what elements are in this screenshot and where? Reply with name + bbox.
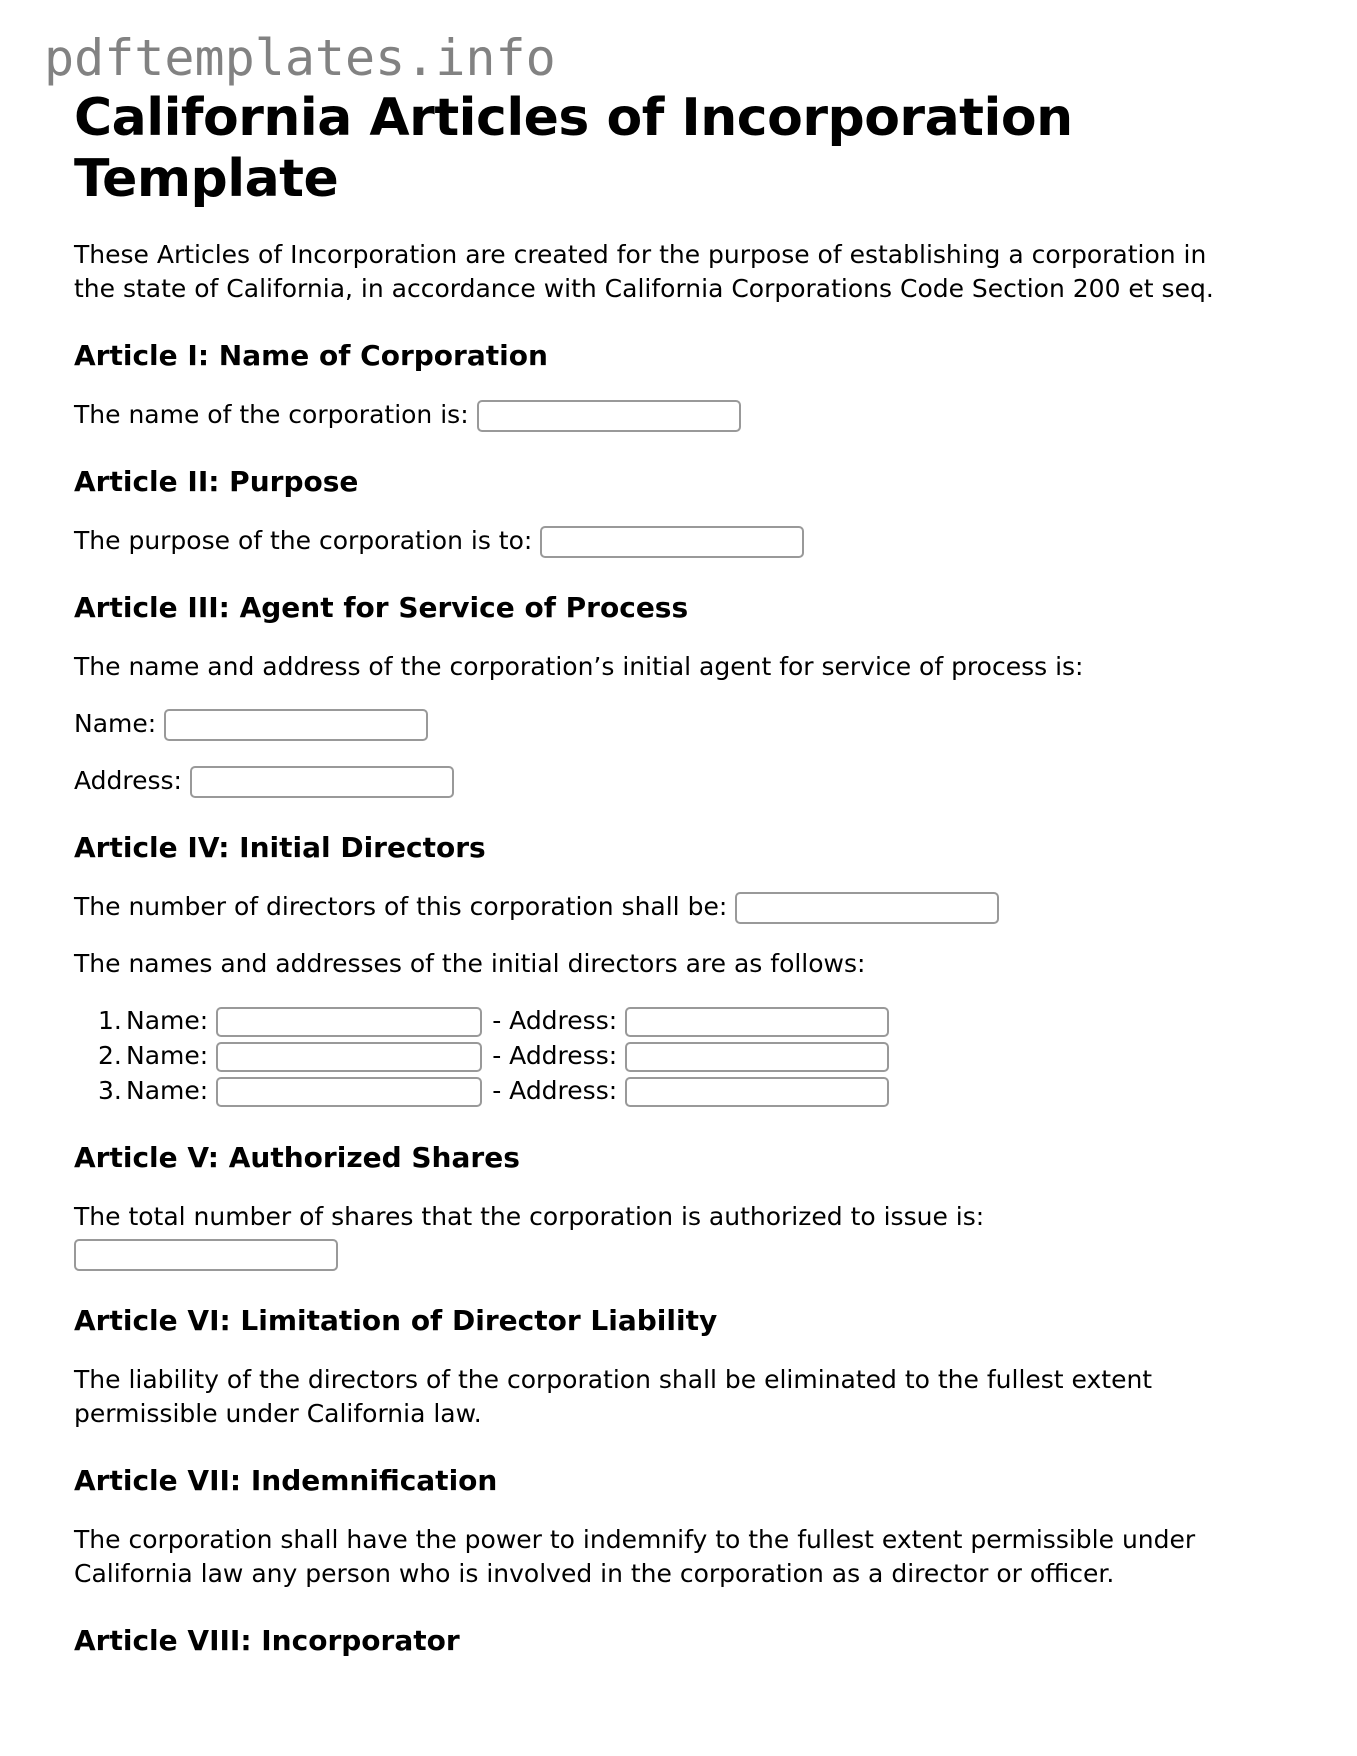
document-content — [74, 88, 1214, 1659]
directors-lead-paragraph: The names and addresses of the initial directors are as follows: — [74, 949, 866, 978]
corporation-name-label: The name of the corporation is: — [74, 400, 469, 429]
agent-address-label: Address: — [74, 766, 182, 795]
director-count-label: The number of directors of this corporation shall be: — [74, 892, 728, 921]
director-1-name-input[interactable] — [216, 1007, 482, 1037]
intro-paragraph: These Articles of Incorporation are created for the purpose of establishing a corporation in the state of California, in accordance with California Corporations Code Section 200 et seq. — [74, 240, 1214, 303]
corporation-name-input[interactable] — [477, 400, 741, 432]
article-1-heading: Article I: Name of Corporation — [74, 339, 548, 372]
director-2-address-label: - Address: — [492, 1041, 618, 1070]
agent-address-row — [74, 764, 1214, 798]
liability-paragraph: The liability of the directors of the corporation shall be eliminated to the fullest extent permissible under California law. — [74, 1365, 1153, 1428]
directors-list — [98, 1004, 1214, 1108]
director-3-address-input[interactable] — [625, 1077, 889, 1107]
director-3-number: 3. — [98, 1076, 122, 1105]
article-3-heading: Article III: Agent for Service of Process — [74, 591, 689, 624]
shares-input[interactable] — [74, 1239, 338, 1271]
agent-name-row — [74, 707, 1214, 741]
article-8-heading: Article VIII: Incorporator — [74, 1624, 460, 1657]
agent-address-input[interactable] — [190, 766, 454, 798]
shares-row — [74, 1200, 1214, 1271]
director-count-row — [74, 890, 1214, 924]
shares-label: The total number of shares that the corporation is authorized to issue is: — [74, 1202, 985, 1231]
site-logo: pdftemplates.info — [44, 29, 556, 87]
corporation-purpose-label: The purpose of the corporation is to: — [74, 526, 533, 555]
article-7-heading: Article VII: Indemnification — [74, 1464, 498, 1497]
director-1-address-input[interactable] — [625, 1007, 889, 1037]
director-row-1 — [98, 1004, 1214, 1038]
director-3-name-input[interactable] — [216, 1077, 482, 1107]
agent-lead-paragraph: The name and address of the corporation’s initial agent for service of process is: — [74, 652, 1084, 681]
director-3-name-label: Name: — [126, 1076, 209, 1105]
director-2-address-input[interactable] — [625, 1042, 889, 1072]
director-count-input[interactable] — [735, 892, 999, 924]
article-5-heading: Article V: Authorized Shares — [74, 1141, 520, 1174]
director-2-name-label: Name: — [126, 1041, 209, 1070]
director-row-3 — [98, 1074, 1214, 1108]
agent-name-label: Name: — [74, 709, 157, 738]
article-2-heading: Article II: Purpose — [74, 465, 359, 498]
corporation-name-row — [74, 398, 1214, 432]
article-6-heading: Article VI: Limitation of Director Liability — [74, 1304, 718, 1337]
agent-name-input[interactable] — [164, 709, 428, 741]
director-3-address-label: - Address: — [492, 1076, 618, 1105]
director-2-name-input[interactable] — [216, 1042, 482, 1072]
director-row-2 — [98, 1039, 1214, 1073]
director-1-address-label: - Address: — [492, 1006, 618, 1035]
corporation-purpose-input[interactable] — [540, 526, 804, 558]
director-2-number: 2. — [98, 1041, 122, 1070]
director-1-number: 1. — [98, 1006, 122, 1035]
article-4-heading: Article IV: Initial Directors — [74, 831, 486, 864]
document-page — [44, 30, 1317, 1659]
indemnification-paragraph: The corporation shall have the power to indemnify to the fullest extent permissible under California law any person who is involved in the corporation as a director or officer. — [74, 1525, 1196, 1588]
corporation-purpose-row — [74, 524, 1214, 558]
page-title: California Articles of Incorporation Template — [74, 88, 1073, 209]
director-1-name-label: Name: — [126, 1006, 209, 1035]
